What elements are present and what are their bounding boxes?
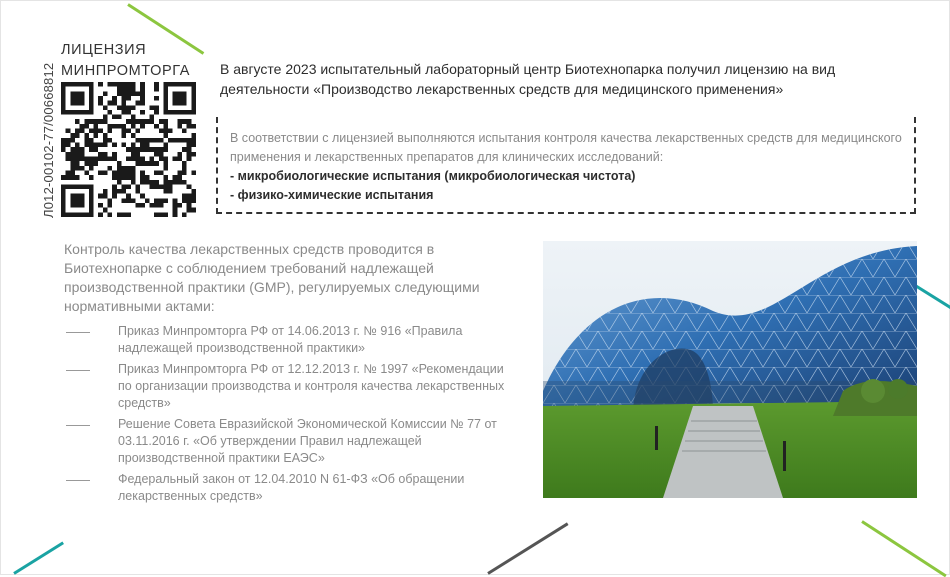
scope-item: - микробиологические испытания (микробиологическая чистота) [230,169,636,183]
license-number: Л012-00102-77/00668812 [41,62,56,218]
scope-item: - физико-химические испытания [230,188,434,202]
act-text: Приказ Минпромторга РФ от 14.06.2013 г. № 916 «Правила надлежащей производственной практики» [118,324,463,355]
qr-code-icon[interactable] [61,82,196,217]
act-text: Федеральный закон от 12.04.2010 N 61-ФЗ «Об обращении лекарственных средств» [118,472,465,503]
list-item [64,416,514,467]
scope-lead: В соответствии с лицензией выполняются испытания контроля качества лекарственных средств для медицинского применения и лекарственных препаратов для клинических исследований: [230,131,902,164]
list-item [64,323,514,357]
quality-control-text: Контроль качества лекарственных средств проводится в Биотехнопарке с соблюдением требований надлежащей производственной практики (GMP), регулируемых следующими нормативными актами: [64,241,480,314]
list-item [64,471,514,505]
license-title-line2: МИНПРОМТОРГА [61,63,191,79]
dash-marker [66,332,90,333]
license-title-line1: ЛИЦЕНЗИЯ [61,42,147,58]
list-item [64,361,514,412]
dash-marker [66,425,90,426]
intro-text: В августе 2023 испытательный лабораторный центр Биотехнопарка получил лицензию на вид деятельности «Производство лекарственных средств для медицинского применения» [220,61,836,97]
dash-marker [66,480,90,481]
act-text: Решение Совета Евразийской Экономической Комиссии № 77 от 03.11.2016 г. «Об утверждении Правил надлежащей производственной практики ЕАЭС» [118,417,497,465]
act-text: Приказ Минпромторга РФ от 12.12.2013 г. № 1997 «Рекомендации по организации производства и контроля качества лекарственных средств» [118,362,505,410]
license-title [61,40,190,82]
regulatory-acts-list [64,323,514,509]
license-scope-box [216,117,916,214]
dash-marker [66,370,90,371]
biotechnopark-building-photo [543,241,917,498]
